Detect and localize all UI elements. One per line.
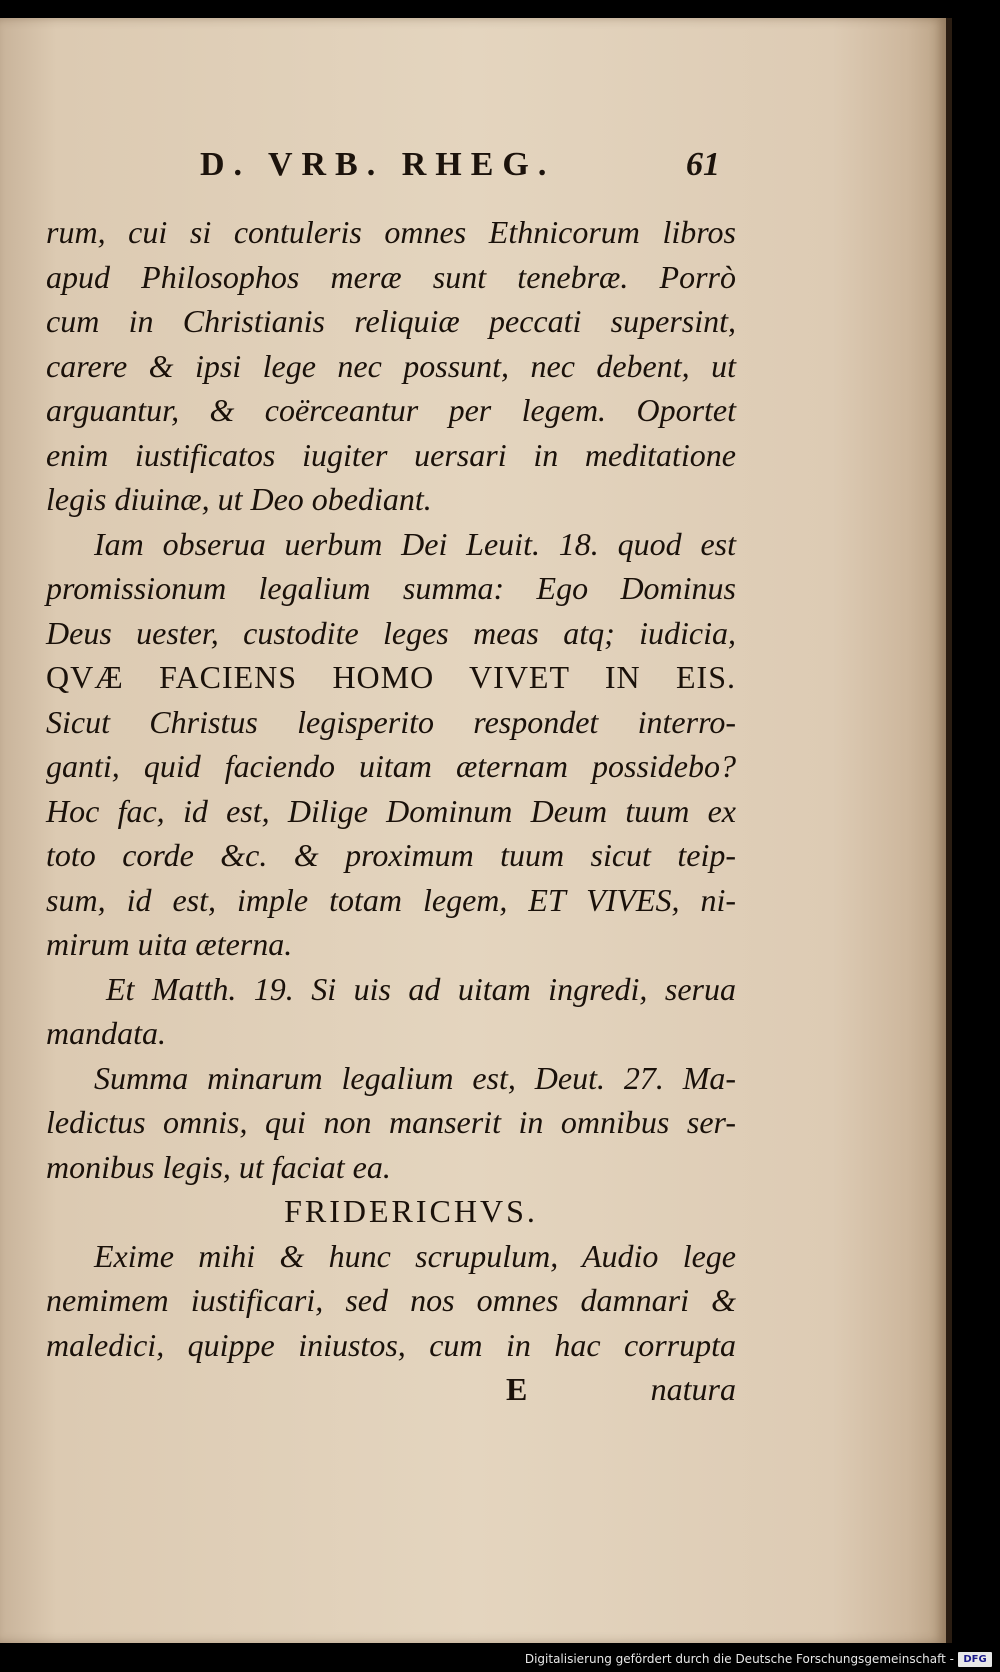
text-line: maledici, quippe iniustos, cum in hac corrupta: [46, 1326, 736, 1363]
text-line-capitals: QVÆ FACIENS HOMO VIVET IN EIS.: [46, 659, 736, 695]
text-line: toto corde &c. & proximum tuum sicut teip-: [46, 837, 736, 873]
text-line: arguantur, & coërceantur per legem. Oportet: [46, 392, 736, 428]
signature-mark: E: [506, 1371, 528, 1407]
text-line: apud Philosophos meræ sunt tenebræ. Porrò: [46, 258, 736, 295]
text-line: sum, id est, imple totam legem, ET VIVES, ni-: [46, 881, 736, 918]
text-line: carere & ipsi lege nec possunt, nec debent, ut: [46, 347, 736, 384]
text-line: nemimem iustificari, sed nos omnes damnari &: [46, 1282, 736, 1318]
text-line: promissionum legalium summa: Ego Dominus: [46, 570, 736, 606]
text-line: enim iustificatos iugiter uersari in meditatione: [46, 436, 736, 473]
text-line: Hoc fac, id est, Dilige Dominum Deum tuum ex: [46, 792, 736, 829]
text-line: ledictus omnis, qui non manserit in omnibus ser-: [46, 1104, 736, 1140]
text-line: ganti, quid faciendo uitam æternam possidebo?: [46, 748, 736, 784]
text-line: cum in Christianis reliquiæ peccati supersint,: [46, 303, 736, 339]
text-line: Iam obserua uerbum Dei Leuit. 18. quod est: [94, 525, 736, 562]
page-header: [60, 138, 720, 188]
text-line: Deus uester, custodite leges meas atq; iudicia,: [46, 614, 736, 651]
text-line: rum, cui si contuleris omnes Ethnicorum libros: [46, 214, 736, 250]
text-line: mandata.: [46, 1015, 166, 1051]
catchword: natura: [650, 1371, 736, 1407]
funding-credit: Digitalisierung gefördert durch die Deutsche Forschungsgemeinschaft -: [524, 1652, 954, 1666]
text-line: Et Matth. 19. Si uis ad uitam ingredi, serua: [106, 970, 736, 1007]
footer-bar: [0, 1643, 1000, 1672]
text-line: Sicut Christus legisperito respondet interro-: [46, 703, 736, 740]
catch-row: [46, 1367, 736, 1412]
text-block: [46, 210, 736, 1412]
speaker-heading: FRIDERICHVS.: [284, 1193, 538, 1229]
text-line: Exime mihi & hunc scrupulum, Audio lege: [94, 1237, 736, 1274]
book-page: [0, 18, 946, 1643]
dfg-logo: DFG: [958, 1652, 992, 1667]
running-head: D. VRB. RHEG.: [200, 146, 556, 183]
text-line: monibus legis, ut faciat ea.: [46, 1148, 391, 1185]
text-line: legis diuinæ, ut Deo obediant.: [46, 481, 432, 517]
text-line: Summa minarum legalium est, Deut. 27. Ma-: [94, 1059, 736, 1096]
page-number: 61: [686, 146, 720, 183]
text-line: mirum uita æterna.: [46, 926, 293, 962]
